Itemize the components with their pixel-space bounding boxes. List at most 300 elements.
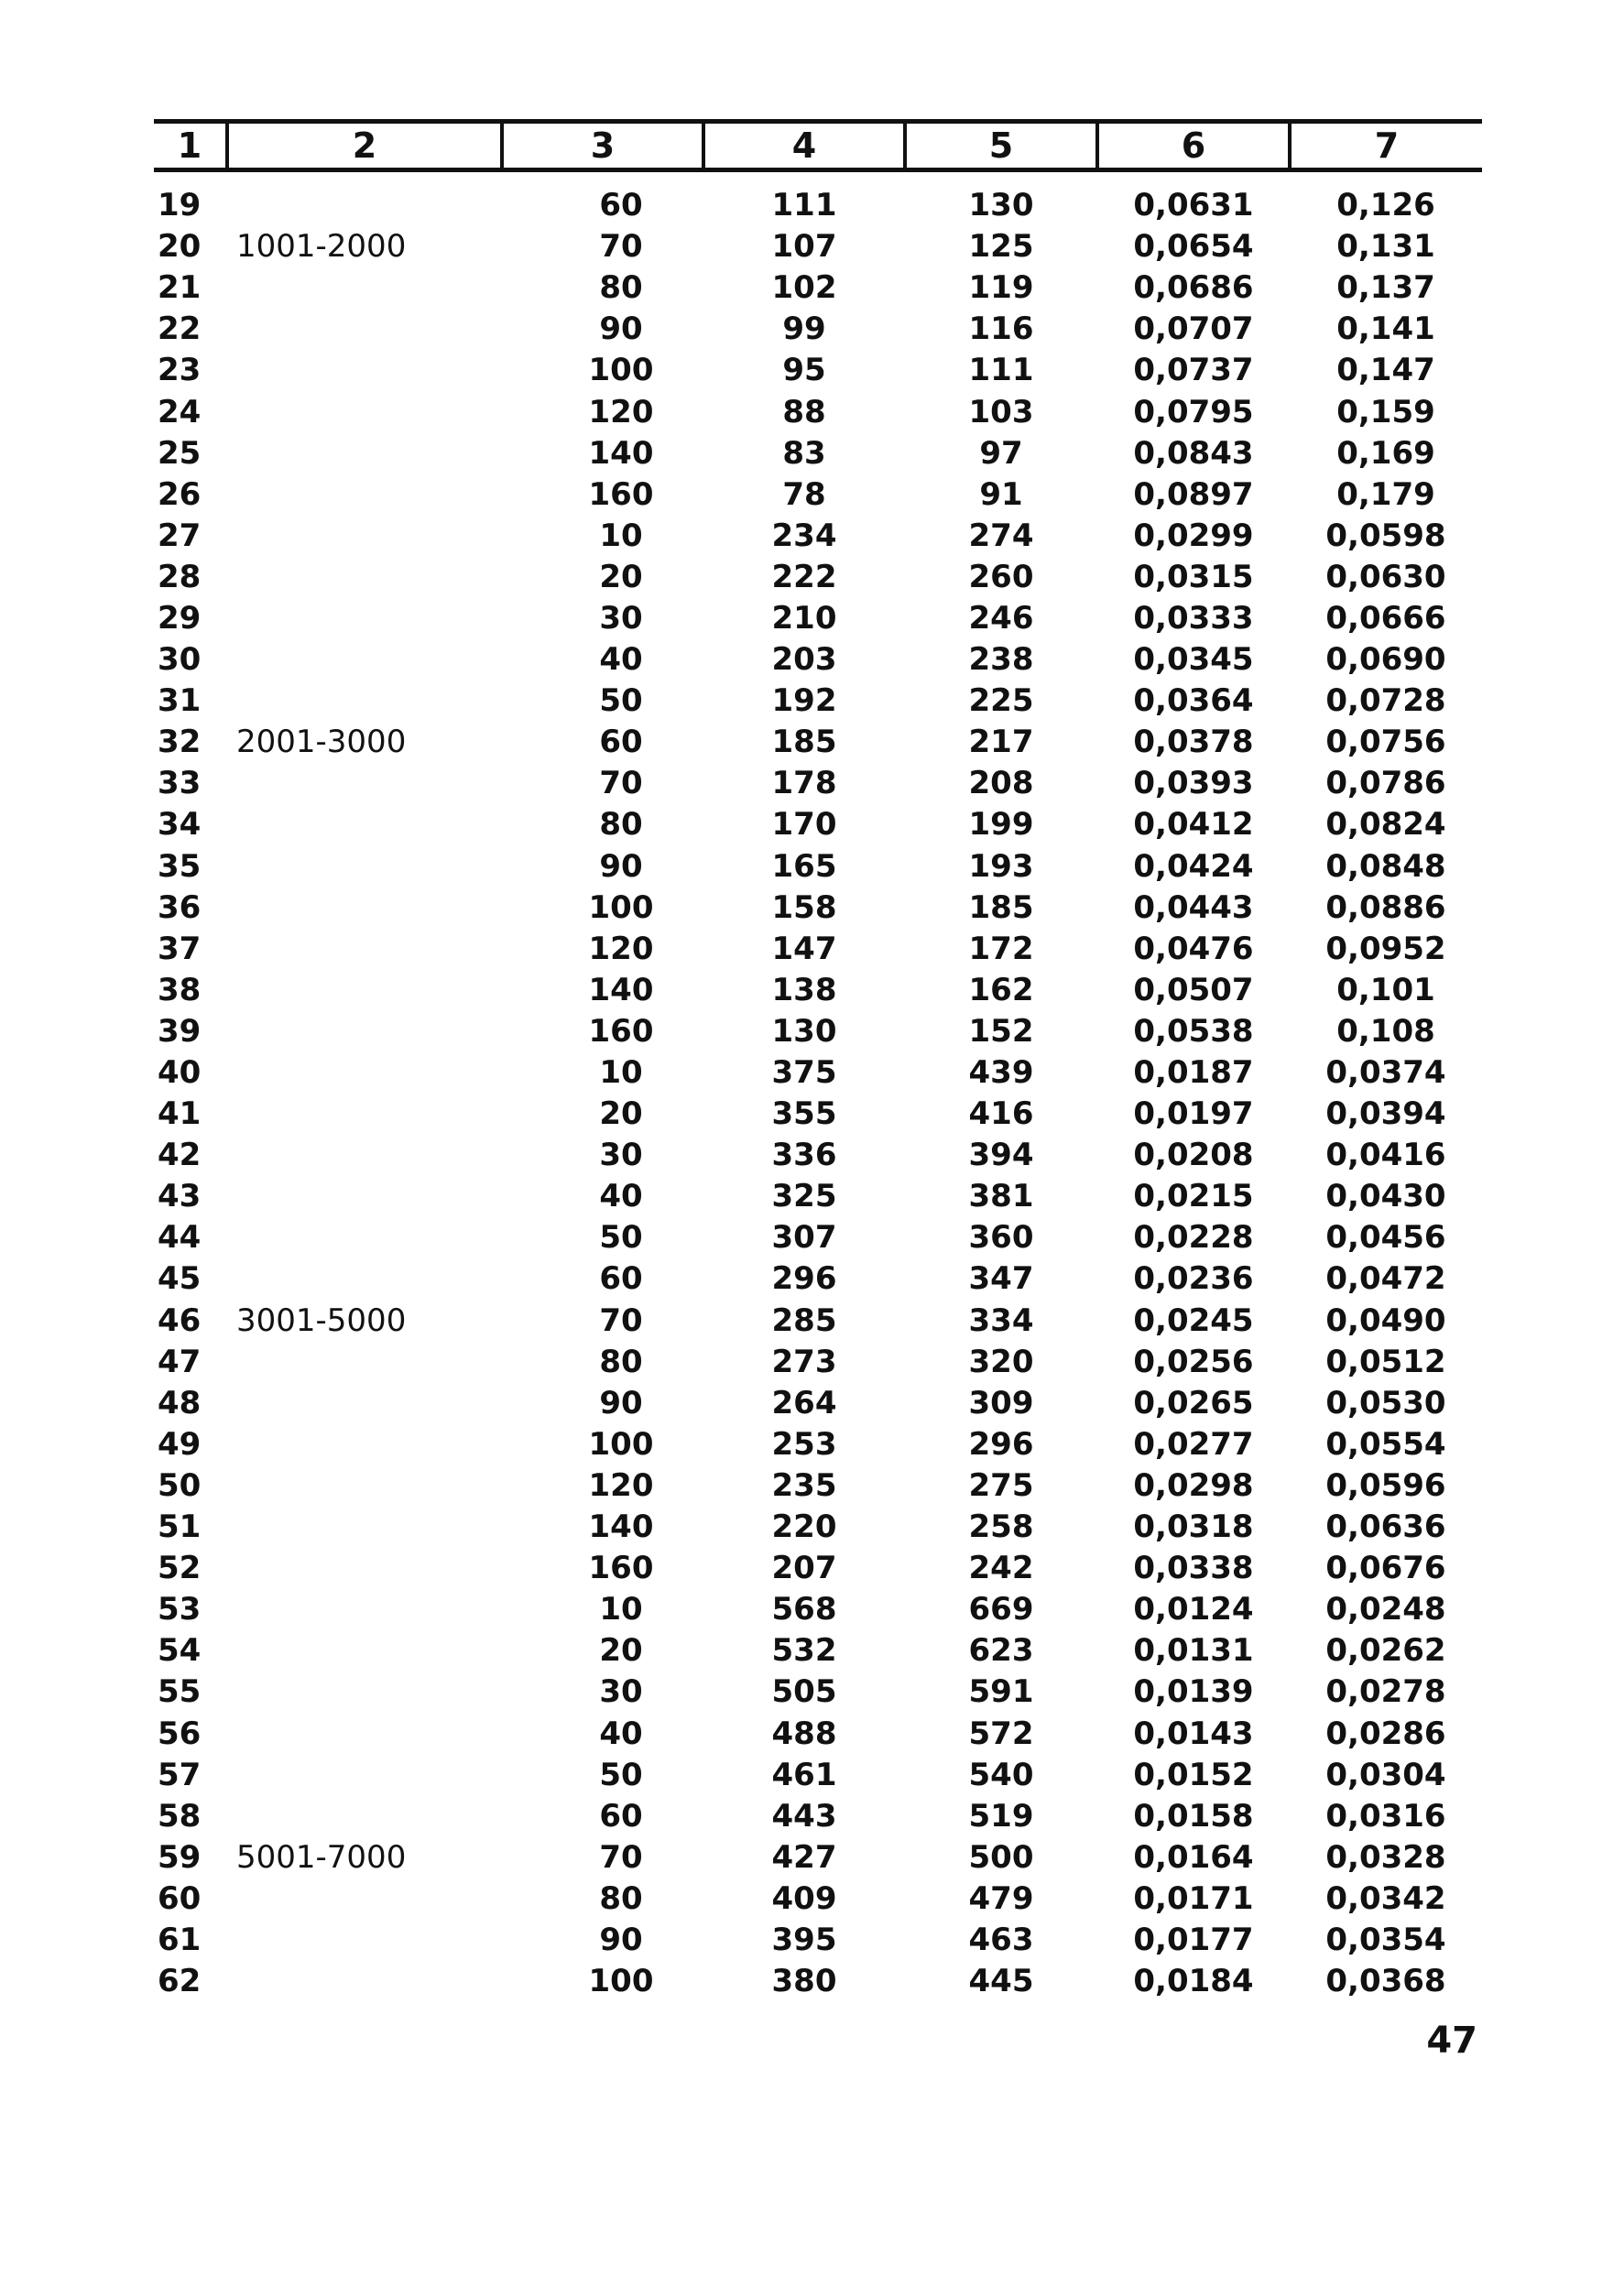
table-cell: 34: [158, 806, 202, 844]
table-cell: 88: [782, 393, 826, 430]
table-cell: 90: [599, 1384, 643, 1421]
table-cell: 234: [771, 517, 837, 554]
table-cell: [227, 1796, 502, 1837]
table-cell: 0,169: [1336, 434, 1435, 472]
table-cell: 409: [771, 1879, 837, 1917]
table-cell: 50: [599, 1756, 643, 1793]
column-header: 5: [905, 122, 1097, 170]
table-row: [154, 1258, 1482, 1300]
table-cell: 334: [968, 1301, 1034, 1339]
table-cell: 0,179: [1336, 475, 1435, 513]
table-cell: 0,0277: [1133, 1425, 1254, 1463]
table-cell: 178: [771, 765, 837, 802]
table-cell: 35: [158, 847, 202, 885]
table-cell: 540: [968, 1756, 1034, 1793]
table-cell: 40: [599, 1178, 643, 1215]
table-row: [154, 516, 1482, 557]
table-row: [154, 1176, 1482, 1217]
table-cell: 347: [968, 1260, 1034, 1298]
table-cell: 208: [968, 765, 1034, 802]
table-cell: 0,0265: [1133, 1384, 1254, 1421]
table-cell: 395: [771, 1921, 837, 1958]
table-cell: 210: [771, 599, 837, 637]
table-cell: 57: [158, 1756, 202, 1793]
table-cell: 0,0354: [1325, 1921, 1446, 1958]
table-cell: 23: [158, 352, 202, 389]
table-cell: 258: [968, 1508, 1034, 1546]
table-row: [154, 1713, 1482, 1754]
table-row: [154, 846, 1482, 888]
table-cell: 0,0315: [1133, 558, 1254, 595]
table-cell: 170: [771, 806, 837, 844]
table-cell: 0,0666: [1325, 599, 1446, 637]
table-row: [154, 598, 1482, 639]
table-cell: 130: [968, 187, 1034, 224]
table-cell: [227, 391, 502, 432]
table-row: [154, 1094, 1482, 1135]
table-cell: [227, 1094, 502, 1135]
table-cell: [227, 474, 502, 516]
table-cell: 394: [968, 1137, 1034, 1174]
table-row: [154, 639, 1482, 681]
table-cell: 10: [599, 517, 643, 554]
table-cell: 0,0164: [1133, 1838, 1254, 1876]
table-cell: 48: [158, 1384, 202, 1421]
table-cell: 0,0228: [1133, 1219, 1254, 1257]
table-cell: [227, 639, 502, 681]
table-cell: 1001-2000: [236, 228, 407, 266]
table-cell: 31: [158, 682, 202, 720]
table-row: [154, 1465, 1482, 1507]
table-cell: 0,0215: [1133, 1178, 1254, 1215]
table-cell: 0,0554: [1325, 1425, 1446, 1463]
table-cell: 0,0256: [1133, 1343, 1254, 1380]
table-cell: 325: [771, 1178, 837, 1215]
data-table: [154, 119, 1482, 2002]
table-cell: 33: [158, 765, 202, 802]
table-row: [154, 350, 1482, 391]
table-cell: 0,0530: [1325, 1384, 1446, 1421]
table-cell: 30: [599, 1673, 643, 1711]
table-cell: 160: [588, 1012, 654, 1050]
table-cell: 185: [771, 724, 837, 761]
table-cell: [227, 681, 502, 722]
table-row: [154, 433, 1482, 474]
table-cell: 0,0756: [1325, 724, 1446, 761]
table-cell: 242: [968, 1550, 1034, 1587]
table-cell: [227, 1755, 502, 1796]
table-cell: [227, 1548, 502, 1589]
table-cell: 0,0328: [1325, 1838, 1446, 1876]
table-cell: 10: [599, 1054, 643, 1092]
table-cell: 103: [968, 393, 1034, 430]
table-cell: 0,0412: [1133, 806, 1254, 844]
table-cell: 42: [158, 1137, 202, 1174]
table-cell: [227, 970, 502, 1011]
table-cell: 0,0338: [1133, 1550, 1254, 1587]
table-cell: 10: [599, 1591, 643, 1628]
table-cell: 0,0316: [1325, 1797, 1446, 1835]
table-cell: 30: [599, 599, 643, 637]
table-cell: 296: [771, 1260, 837, 1298]
table-row: [154, 1135, 1482, 1176]
table-cell: 5001-7000: [236, 1838, 407, 1876]
table-cell: 19: [158, 187, 202, 224]
table-cell: 0,0596: [1325, 1466, 1446, 1504]
table-row: [154, 557, 1482, 598]
column-header: 2: [227, 122, 502, 170]
table-cell: 60: [599, 1260, 643, 1298]
table-cell: 309: [968, 1384, 1034, 1421]
table-cell: 463: [968, 1921, 1034, 1958]
table-cell: 0,0197: [1133, 1095, 1254, 1133]
table-cell: 0,0490: [1325, 1301, 1446, 1339]
table-cell: 0,0298: [1133, 1466, 1254, 1504]
table-row: [154, 309, 1482, 350]
table-cell: 0,0686: [1133, 269, 1254, 307]
table-cell: 160: [588, 475, 654, 513]
table-cell: 0,137: [1336, 269, 1435, 307]
table-cell: 0,0374: [1325, 1054, 1446, 1092]
table-cell: 38: [158, 971, 202, 1008]
table-cell: 24: [158, 393, 202, 430]
table-cell: 0,0512: [1325, 1343, 1446, 1380]
table-cell: 461: [771, 1756, 837, 1793]
table-cell: 0,0278: [1325, 1673, 1446, 1711]
table-cell: [227, 1424, 502, 1465]
table-cell: 56: [158, 1715, 202, 1752]
table-cell: [227, 804, 502, 845]
table-cell: 60: [599, 1797, 643, 1835]
table-cell: 0,0538: [1133, 1012, 1254, 1050]
table-row: [154, 681, 1482, 722]
table-cell: 80: [599, 269, 643, 307]
table-cell: 40: [599, 1715, 643, 1752]
table-cell: 0,0728: [1325, 682, 1446, 720]
table-cell: 22: [158, 310, 202, 348]
table-cell: 160: [588, 1550, 654, 1587]
table-cell: 29: [158, 599, 202, 637]
table-cell: [227, 1879, 502, 1920]
table-row: [154, 1342, 1482, 1383]
table-cell: 60: [158, 1879, 202, 1917]
table-cell: 0,0378: [1133, 724, 1254, 761]
table-cell: 445: [968, 1963, 1034, 2000]
table-cell: 107: [771, 228, 837, 266]
table-cell: 0,0737: [1133, 352, 1254, 389]
table-cell: 60: [599, 187, 643, 224]
table-cell: 140: [588, 1508, 654, 1546]
table-cell: 0,0472: [1325, 1260, 1446, 1298]
table-cell: 0,0416: [1325, 1137, 1446, 1174]
table-cell: 32: [158, 724, 202, 761]
table-cell: 0,0368: [1325, 1963, 1446, 2000]
table-cell: 70: [599, 1838, 643, 1876]
table-cell: 307: [771, 1219, 837, 1257]
table-cell: [227, 598, 502, 639]
table-cell: 246: [968, 599, 1034, 637]
table-row: [154, 170, 1482, 227]
table-cell: [227, 1135, 502, 1176]
table-cell: 99: [782, 310, 826, 348]
table-cell: [227, 557, 502, 598]
table-cell: 296: [968, 1425, 1034, 1463]
table-cell: 120: [588, 930, 654, 967]
table-cell: 140: [588, 971, 654, 1008]
table-cell: [227, 1342, 502, 1383]
table-cell: 111: [771, 187, 837, 224]
table-cell: 222: [771, 558, 837, 595]
column-header: 1: [154, 122, 227, 170]
table-cell: 0,0143: [1133, 1715, 1254, 1752]
table-row: [154, 929, 1482, 970]
table-cell: 100: [588, 1963, 654, 2000]
table-cell: 37: [158, 930, 202, 967]
table-cell: 158: [771, 888, 837, 926]
table-cell: 0,0342: [1325, 1879, 1446, 1917]
table-row: [154, 1920, 1482, 1961]
table-cell: 50: [599, 1219, 643, 1257]
table-cell: 100: [588, 352, 654, 389]
table-cell: 0,0886: [1325, 888, 1446, 926]
table-cell: 52: [158, 1550, 202, 1587]
table-cell: 45: [158, 1260, 202, 1298]
table-cell: 49: [158, 1425, 202, 1463]
table-cell: [227, 1052, 502, 1094]
table-cell: 55: [158, 1673, 202, 1711]
table-cell: 235: [771, 1466, 837, 1504]
table-cell: 20: [599, 1095, 643, 1133]
table-cell: 50: [599, 682, 643, 720]
table-cell: 199: [968, 806, 1034, 844]
table-cell: 416: [968, 1095, 1034, 1133]
table-cell: 20: [599, 1632, 643, 1670]
table-cell: 0,0786: [1325, 765, 1446, 802]
table-cell: 669: [968, 1591, 1034, 1628]
table-cell: [227, 309, 502, 350]
table-cell: [227, 1011, 502, 1052]
table-cell: [227, 888, 502, 929]
table-row: [154, 804, 1482, 845]
table-cell: 185: [968, 888, 1034, 926]
table-cell: [227, 350, 502, 391]
table-cell: 0,0456: [1325, 1219, 1446, 1257]
table-cell: 90: [599, 310, 643, 348]
table-cell: 0,0795: [1133, 393, 1254, 430]
table-cell: 0,0248: [1325, 1591, 1446, 1628]
table-cell: 78: [782, 475, 826, 513]
table-cell: 0,0299: [1133, 517, 1254, 554]
table-cell: 0,0124: [1133, 1591, 1254, 1628]
table-cell: [227, 433, 502, 474]
table-cell: 90: [599, 847, 643, 885]
table-cell: 59: [158, 1838, 202, 1876]
table-cell: [227, 1713, 502, 1754]
table-row: [154, 474, 1482, 516]
table-cell: 147: [771, 930, 837, 967]
table-cell: [227, 1672, 502, 1713]
table-cell: 0,0476: [1133, 930, 1254, 967]
table-cell: 0,0848: [1325, 847, 1446, 885]
table-body: [154, 170, 1482, 2003]
table-cell: 97: [979, 434, 1023, 472]
table-cell: 80: [599, 806, 643, 844]
table-cell: 0,108: [1336, 1012, 1435, 1050]
table-cell: 80: [599, 1879, 643, 1917]
table-cell: 28: [158, 558, 202, 595]
table-cell: 253: [771, 1425, 837, 1463]
table-row: [154, 1424, 1482, 1465]
page-number: 47: [1426, 2020, 1477, 2062]
table-cell: 41: [158, 1095, 202, 1133]
table-cell: [227, 1383, 502, 1424]
table-cell: 53: [158, 1591, 202, 1628]
table-cell: 225: [968, 682, 1034, 720]
table-row: [154, 888, 1482, 929]
table-cell: 505: [771, 1673, 837, 1711]
table-cell: 336: [771, 1137, 837, 1174]
table-cell: 172: [968, 930, 1034, 967]
table-cell: 375: [771, 1054, 837, 1092]
table-cell: 0,0158: [1133, 1797, 1254, 1835]
table-cell: 275: [968, 1466, 1034, 1504]
table-cell: 0,0364: [1133, 682, 1254, 720]
table-cell: 95: [782, 352, 826, 389]
table-cell: 83: [782, 434, 826, 472]
table-cell: 60: [599, 724, 643, 761]
table-cell: 0,0394: [1325, 1095, 1446, 1133]
table-cell: 30: [599, 1137, 643, 1174]
table-cell: 0,147: [1336, 352, 1435, 389]
table-cell: 0,0262: [1325, 1632, 1446, 1670]
table-cell: 2001-3000: [236, 724, 407, 761]
table-cell: 238: [968, 641, 1034, 679]
table-cell: 116: [968, 310, 1034, 348]
table-row: [154, 1052, 1482, 1094]
table-cell: 120: [588, 1466, 654, 1504]
table-cell: 0,159: [1336, 393, 1435, 430]
table-cell: [227, 1176, 502, 1217]
table-cell: 30: [158, 641, 202, 679]
table-cell: 140: [588, 434, 654, 472]
table-cell: 130: [771, 1012, 837, 1050]
table-row: [154, 391, 1482, 432]
table-cell: [227, 929, 502, 970]
table-cell: 0,0598: [1325, 517, 1446, 554]
table-cell: 532: [771, 1632, 837, 1670]
table-cell: [227, 846, 502, 888]
table-cell: 0,0286: [1325, 1715, 1446, 1752]
table-cell: 0,0843: [1133, 434, 1254, 472]
table-cell: 25: [158, 434, 202, 472]
table-cell: 0,0345: [1133, 641, 1254, 679]
table-cell: [227, 1507, 502, 1548]
table-cell: 568: [771, 1591, 837, 1628]
table-cell: 0,0184: [1133, 1963, 1254, 2000]
table-cell: 488: [771, 1715, 837, 1752]
table-cell: [227, 267, 502, 309]
table-cell: 20: [158, 228, 202, 266]
table-cell: 20: [599, 558, 643, 595]
table-cell: 0,0443: [1133, 888, 1254, 926]
table-cell: 320: [968, 1343, 1034, 1380]
table-cell: 80: [599, 1343, 643, 1380]
table-row: [154, 1961, 1482, 2002]
column-header: 3: [502, 122, 703, 170]
table-cell: 0,0333: [1133, 599, 1254, 637]
table-cell: 21: [158, 269, 202, 307]
table-cell: [227, 1258, 502, 1300]
table-row: [154, 722, 1482, 763]
table-cell: 165: [771, 847, 837, 885]
table-row: [154, 1383, 1482, 1424]
table-row: [154, 1301, 1482, 1342]
table-cell: 285: [771, 1301, 837, 1339]
table-cell: [227, 516, 502, 557]
table-cell: 0,141: [1336, 310, 1435, 348]
table-cell: [227, 1465, 502, 1507]
table-cell: 152: [968, 1012, 1034, 1050]
table-cell: 61: [158, 1921, 202, 1958]
table-cell: 54: [158, 1632, 202, 1670]
table-row: [154, 1589, 1482, 1630]
table-row: [154, 1011, 1482, 1052]
table-cell: 125: [968, 228, 1034, 266]
table-cell: [227, 1630, 502, 1672]
table-cell: 0,0152: [1133, 1756, 1254, 1793]
table-cell: 591: [968, 1673, 1034, 1711]
table-cell: 381: [968, 1178, 1034, 1215]
table-cell: 62: [158, 1963, 202, 2000]
table-row: [154, 226, 1482, 267]
table-cell: 220: [771, 1508, 837, 1546]
table-row: [154, 1548, 1482, 1589]
table-cell: [227, 1920, 502, 1961]
table-cell: 0,0245: [1133, 1301, 1254, 1339]
table-cell: 273: [771, 1343, 837, 1380]
table-cell: 0,0824: [1325, 806, 1446, 844]
table-cell: 3001-5000: [236, 1301, 407, 1339]
table-cell: 0,0236: [1133, 1260, 1254, 1298]
table-cell: 0,0707: [1133, 310, 1254, 348]
table-row: [154, 763, 1482, 804]
table-cell: 0,0424: [1133, 847, 1254, 885]
column-header: 6: [1097, 122, 1290, 170]
table-cell: 264: [771, 1384, 837, 1421]
table-cell: 623: [968, 1632, 1034, 1670]
column-header: 4: [703, 122, 905, 170]
table-cell: 0,0897: [1133, 475, 1254, 513]
table-cell: 40: [599, 641, 643, 679]
table-cell: 90: [599, 1921, 643, 1958]
table-row: [154, 1217, 1482, 1258]
table-row: [154, 1837, 1482, 1879]
column-header: 7: [1290, 122, 1482, 170]
table-cell: 0,0171: [1133, 1879, 1254, 1917]
table-cell: 36: [158, 888, 202, 926]
table-cell: 0,0952: [1325, 930, 1446, 967]
table-cell: [227, 1961, 502, 2002]
table-cell: 138: [771, 971, 837, 1008]
table-row: [154, 1879, 1482, 1920]
table-cell: 27: [158, 517, 202, 554]
table-cell: 0,0631: [1133, 187, 1254, 224]
table-cell: 0,0208: [1133, 1137, 1254, 1174]
table-cell: 217: [968, 724, 1034, 761]
table-cell: 102: [771, 269, 837, 307]
table-row: [154, 970, 1482, 1011]
table-row: [154, 1630, 1482, 1672]
